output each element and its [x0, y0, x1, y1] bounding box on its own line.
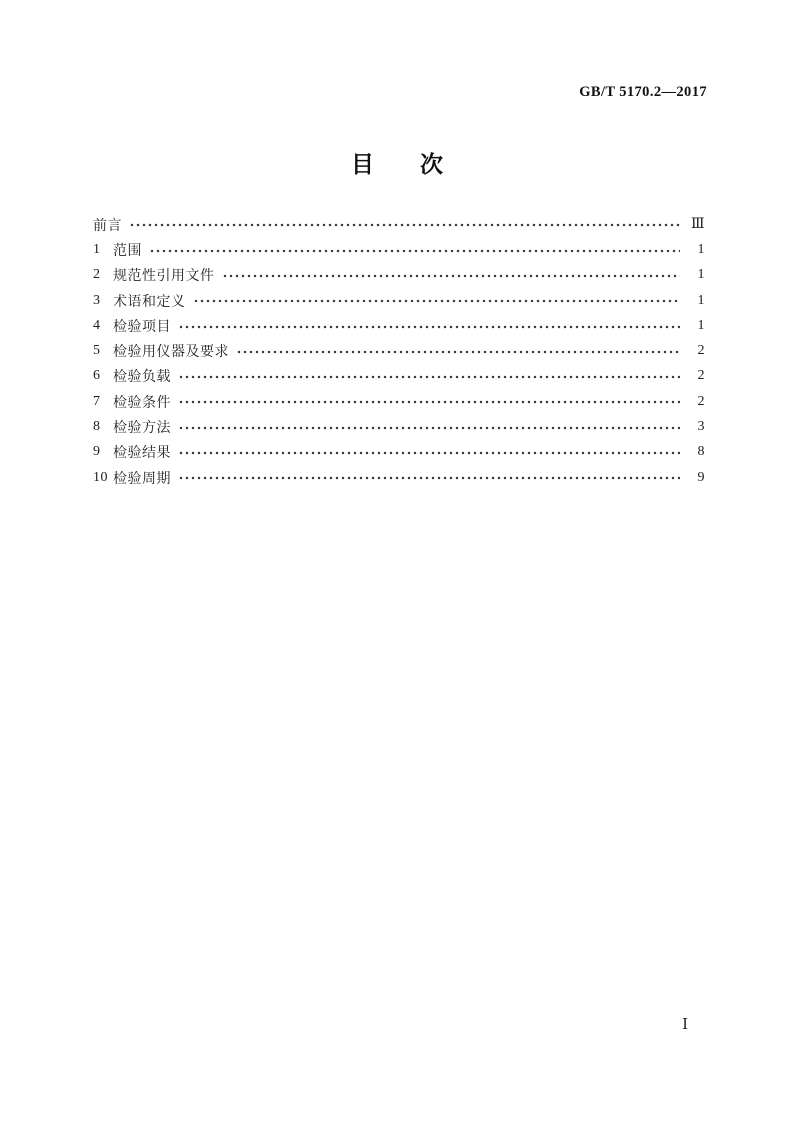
toc-entry	[93, 338, 705, 363]
toc-entry-page: 1	[697, 292, 705, 308]
toc-entry-page: 2	[697, 393, 705, 409]
toc-entry-label: 检验项目	[113, 319, 171, 335]
toc-entry	[93, 440, 705, 465]
toc-leader-dots	[193, 288, 681, 313]
toc-entry	[93, 414, 705, 439]
toc-entry-page: 2	[697, 343, 705, 359]
toc-entry-label: 检验条件	[113, 395, 171, 411]
toc-leader-dots	[178, 313, 680, 338]
toc-entry-label: 检验结果	[113, 446, 171, 462]
page-title: 目 次	[351, 152, 443, 177]
toc-entry	[93, 288, 705, 313]
toc-entry-page: 1	[697, 317, 705, 333]
toc-entry	[93, 389, 705, 414]
toc-leader-dots	[178, 414, 680, 439]
footer-page-number: Ⅰ	[682, 1017, 688, 1033]
toc-entry-label: 检验方法	[113, 421, 171, 437]
toc-entry-number: 5	[93, 343, 101, 359]
toc-entry-page: 3	[697, 419, 705, 435]
toc-leader-dots	[236, 338, 680, 363]
standard-code: GB/T 5170.2—2017	[579, 84, 707, 100]
toc-entry-page: 9	[697, 469, 705, 485]
toc-entry-page: 2	[697, 368, 705, 384]
toc-leader-dots	[178, 465, 680, 490]
toc-entry	[93, 313, 705, 338]
toc-leader-dots	[178, 364, 680, 389]
toc-entry	[93, 364, 705, 389]
toc-entry	[93, 263, 705, 288]
toc-entry-label: 范围	[113, 243, 142, 259]
toc-leader-dots	[129, 212, 680, 237]
toc-entry-number: 1	[93, 241, 101, 257]
toc-entry-label: 术语和定义	[113, 294, 186, 310]
toc-entry-page: 1	[697, 241, 705, 257]
toc-entry	[93, 212, 705, 237]
toc-leader-dots	[149, 237, 680, 262]
toc-entry-number: 4	[93, 317, 101, 333]
toc-entry-label: 检验用仪器及要求	[113, 345, 229, 361]
toc-leader-dots	[178, 440, 680, 465]
toc-leader-dots	[222, 263, 681, 288]
toc-entry-number: 7	[93, 393, 101, 409]
toc-entry-page: 1	[697, 267, 705, 283]
toc-entry-number: 2	[93, 267, 101, 283]
toc-entry-number: 9	[93, 444, 101, 460]
toc-leader-dots	[178, 389, 680, 414]
toc-entry-number: 8	[93, 419, 101, 435]
toc-entry-label: 规范性引用文件	[113, 269, 215, 285]
toc-entry	[93, 237, 705, 262]
toc-entry-number: 10	[93, 469, 108, 485]
toc-entry-label: 检验负载	[113, 370, 171, 386]
toc-entry-number: 3	[93, 292, 101, 308]
toc-entry-label: 前言	[93, 218, 122, 234]
toc-entry-page: Ⅲ	[690, 217, 705, 233]
toc-entry-page: 8	[697, 444, 705, 460]
toc-entry-number: 6	[93, 368, 101, 384]
toc-list	[93, 212, 705, 490]
toc-entry	[93, 465, 705, 490]
toc-entry-label: 检验周期	[113, 471, 171, 487]
